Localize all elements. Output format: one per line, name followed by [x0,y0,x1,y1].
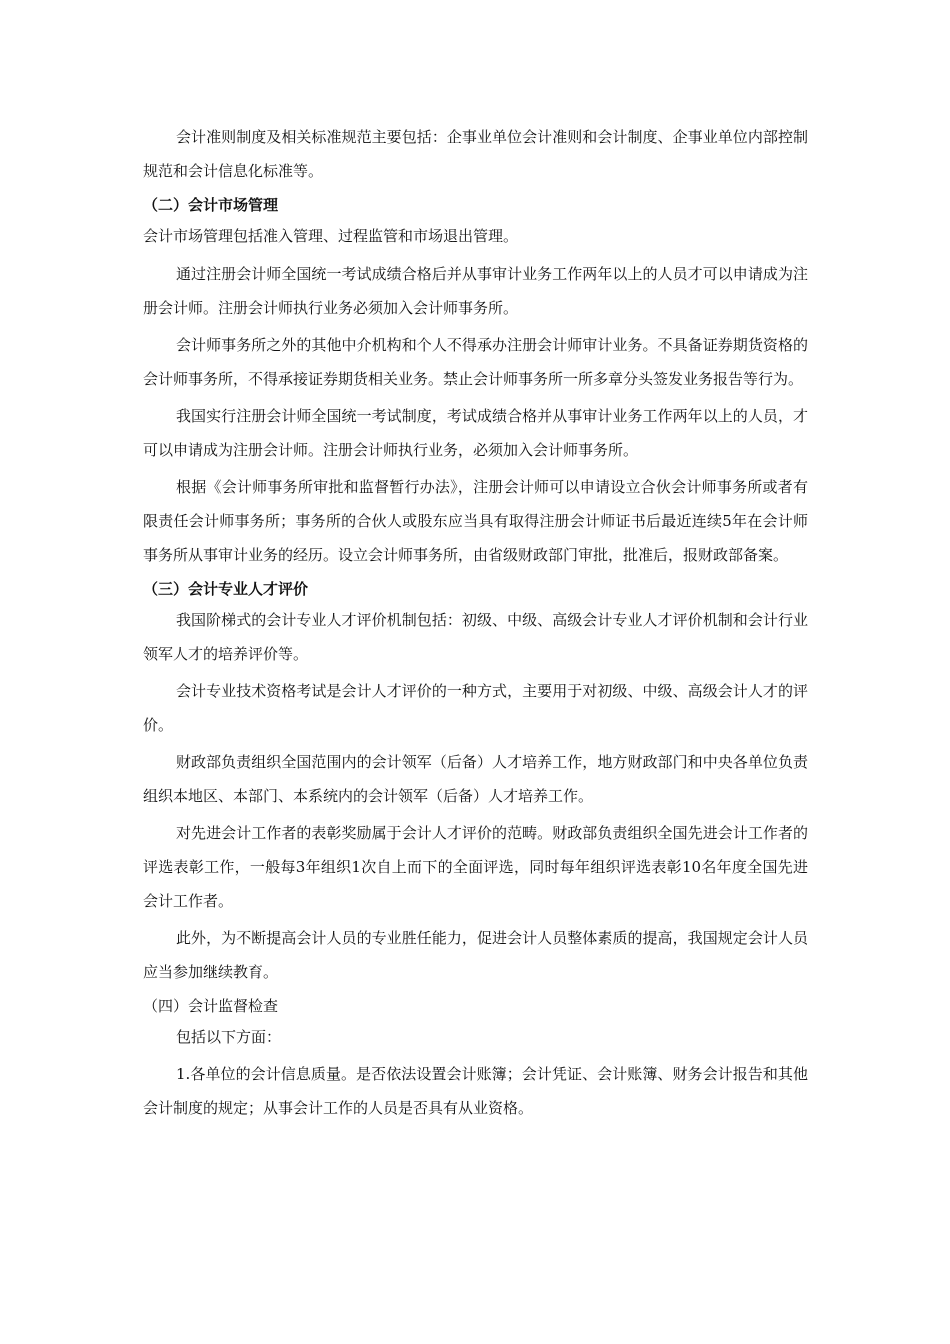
paragraph-advanced-workers: 对先进会计工作者的表彰奖励属于会计人才评价的范畴。财政部负责组织全国先进会计工作者的评选表彰工作，一般每3年组织1次自上而下的全面评选，同时每年组织评选表彰10名年度全国先进会计工作者。 [143,824,808,910]
heading-supervision-inspection: （四）会计监督检查 [143,997,279,1015]
paragraph-tiered-evaluation: 我国阶梯式的会计专业人才评价机制包括：初级、中级、高级会计专业人才评价机制和会计行业领军人才的培养评价等。 [143,611,808,663]
heading-market-management: （二）会计市场管理 [143,196,279,214]
paragraph-information-quality: 1.各单位的会计信息质量。是否依法设置会计账簿；会计凭证、会计账簿、财务会计报告和其他会计制度的规定；从事会计工作的人员是否具有从业资格。 [143,1065,808,1117]
paragraph-audit-restrictions: 会计师事务所之外的其他中介机构和个人不得承办注册会计师审计业务。不具备证券期货资格的会计师事务所，不得承接证券期货相关业务。禁止会计师事务所一所多章分头签发业务报告等行为。 [143,336,808,388]
paragraph-firm-establishment: 根据《会计师事务所审批和监督暂行办法》，注册会计师可以申请设立合伙会计师事务所或者有限责任会计师事务所；事务所的合伙人或股东应当具有取得注册会计师证书后最近连续5年在会计师事务所从事审计业务的经历。设立会计师事务所，由省级财政部门审批，批准后，报财政部备案。 [143,478,808,564]
paragraph-leading-talent: 财政部负责组织全国范围内的会计领军（后备）人才培养工作，地方财政部门和中央各单位负责组织本地区、本部门、本系统内的会计领军（后备）人才培养工作。 [143,753,808,805]
paragraph-market-management-intro: 会计市场管理包括准入管理、过程监管和市场退出管理。 [143,227,519,245]
document-body [143,120,808,1128]
paragraph-accounting-standards: 会计准则制度及相关标准规范主要包括：企事业单位会计准则和会计制度、企事业单位内部控制规范和会计信息化标准等。 [143,128,808,180]
paragraph-qualification-exam: 会计专业技术资格考试是会计人才评价的一种方式，主要用于对初级、中级、高级会计人才的评价。 [143,682,808,734]
heading-talent-evaluation: （三）会计专业人才评价 [143,580,309,598]
paragraph-inspection-scope: 包括以下方面： [176,1028,282,1046]
paragraph-continuing-education: 此外，为不断提高会计人员的专业胜任能力，促进会计人员整体素质的提高，我国规定会计人员应当参加继续教育。 [143,929,808,981]
paragraph-cpa-qualification: 通过注册会计师全国统一考试成绩合格后并从事审计业务工作两年以上的人员才可以申请成为注册会计师。注册会计师执行业务必须加入会计师事务所。 [143,265,808,317]
paragraph-cpa-exam-system: 我国实行注册会计师全国统一考试制度，考试成绩合格并从事审计业务工作两年以上的人员，才可以申请成为注册会计师。注册会计师执行业务，必须加入会计师事务所。 [143,407,808,459]
